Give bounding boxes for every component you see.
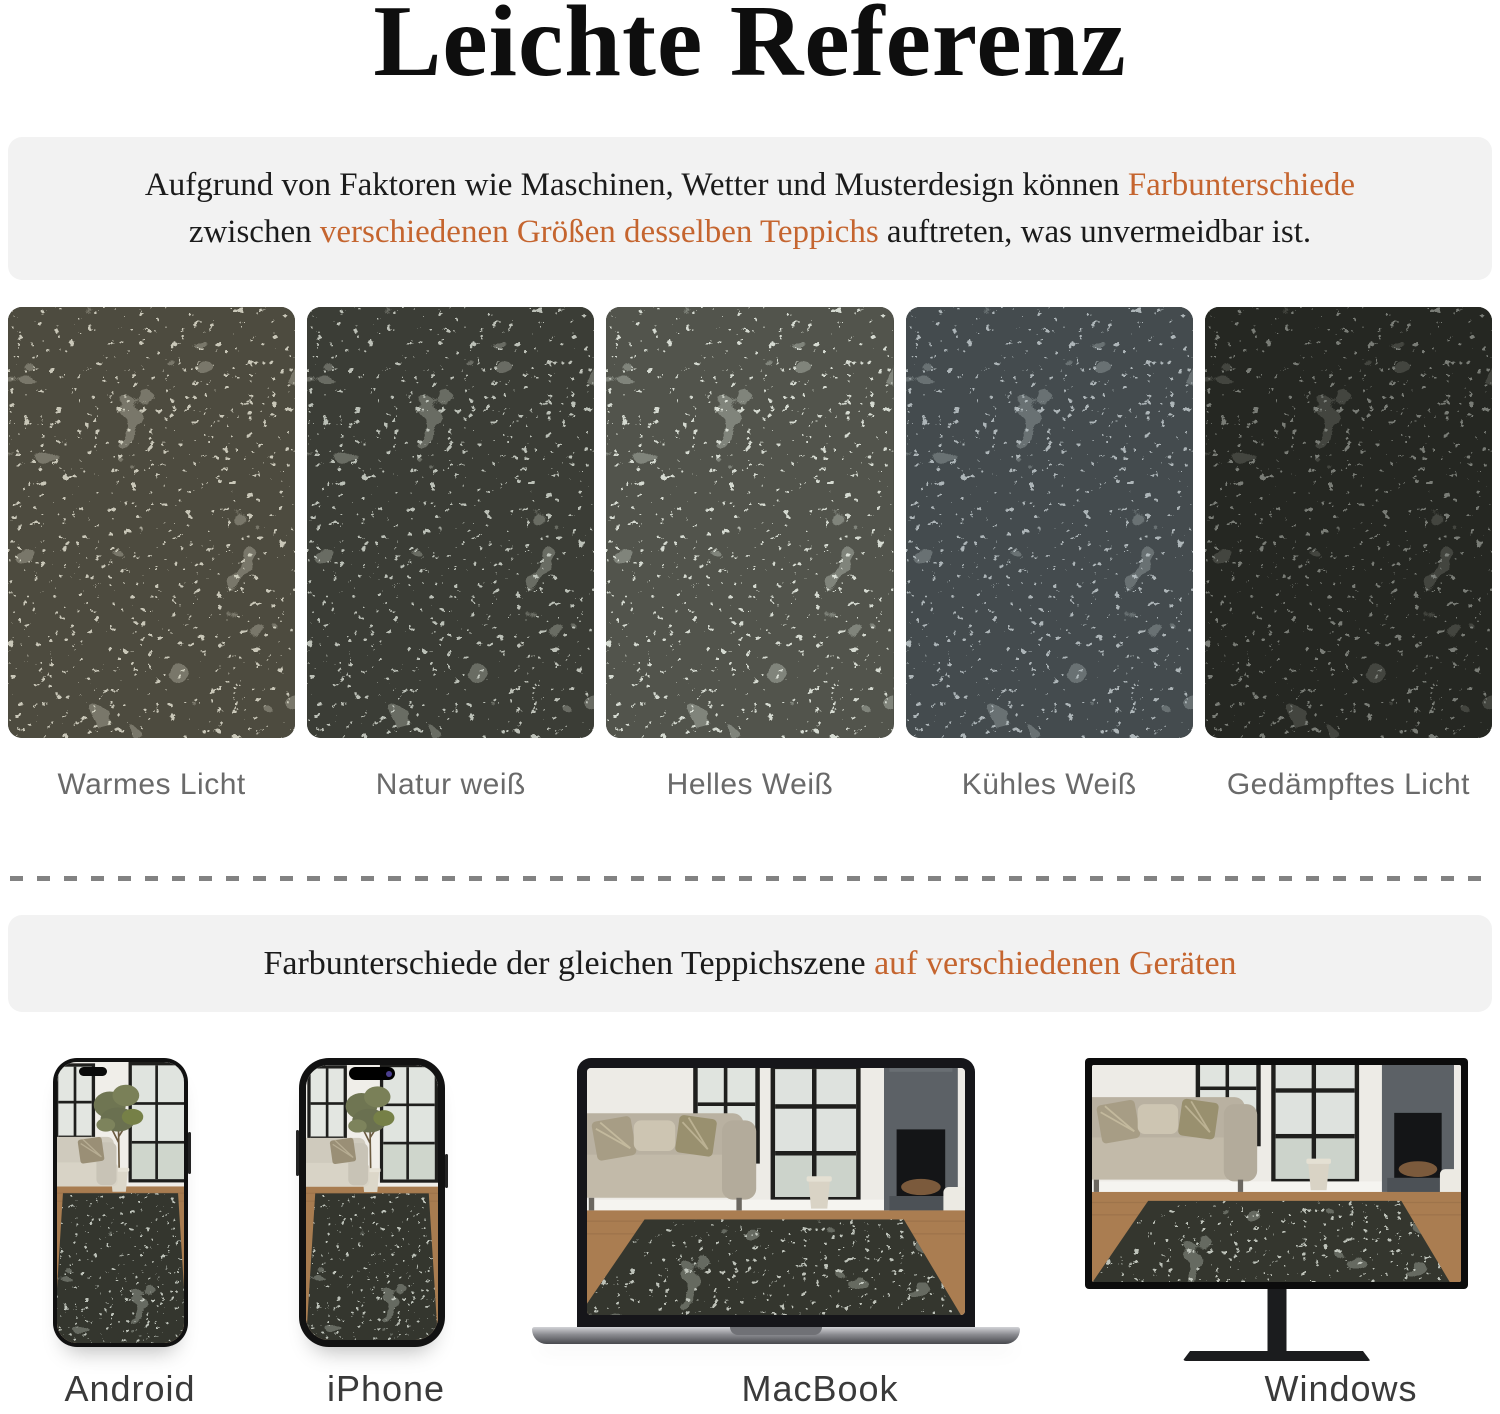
device-label-android: Android <box>64 1368 196 1409</box>
note-text-segment: Farbunterschiede der gleichen Teppichszene <box>263 945 875 982</box>
note-text-segment: auftreten, was unvermeidbar ist. <box>878 213 1312 250</box>
note-highlight: auf verschiedenen Geräten <box>874 945 1237 982</box>
macbook-display <box>577 1058 975 1327</box>
iphone-screen <box>306 1065 438 1340</box>
light-tint-overlay <box>906 307 1193 738</box>
windows-monitor <box>1085 1058 1468 1360</box>
light-tint-overlay <box>1205 307 1492 738</box>
macbook-screen <box>587 1068 965 1315</box>
rug-swatch-image <box>1205 307 1492 738</box>
swatch-label: Natur weiß <box>375 768 526 801</box>
device-label-iphone: iPhone <box>326 1368 446 1409</box>
rug-swatch-image <box>307 307 594 738</box>
swatch-label: Kühles Weiß <box>961 768 1137 801</box>
device-label-macbook: MacBook <box>741 1368 899 1409</box>
lighting-swatch-natural <box>307 307 594 802</box>
lighting-swatch-dim <box>1205 307 1492 802</box>
swatch-label: Helles Weiß <box>666 768 834 801</box>
dashed-divider <box>10 876 1490 881</box>
device-note-line <box>8 940 1492 987</box>
note-highlight: Farbunterschiede <box>1127 166 1356 203</box>
dynamic-island-icon <box>349 1067 395 1080</box>
camera-dot-icon <box>386 1071 392 1077</box>
page-title: Leichte Referenz <box>373 0 1127 98</box>
room-scene <box>57 1062 184 1343</box>
monitor-stand-base <box>1183 1351 1371 1361</box>
lighting-swatch-cool <box>906 307 1193 802</box>
room-scene <box>587 1068 965 1315</box>
note-highlight: verschiedenen Größen desselben Teppichs <box>319 213 879 250</box>
monitor-stand-post <box>1267 1289 1286 1353</box>
rug-swatch-image <box>8 307 295 738</box>
iphone <box>299 1058 445 1347</box>
note-text-segment: Aufgrund von Faktoren wie Maschinen, Wetter und Musterdesign können <box>144 166 1128 203</box>
camera-cutout-icon <box>79 1067 107 1076</box>
note-line-2 <box>8 209 1492 256</box>
rug-swatch-image <box>906 307 1193 738</box>
rug-swatch-image <box>606 307 893 738</box>
note-text-segment: zwischen <box>188 213 320 250</box>
device-label-windows: Windows <box>1264 1368 1418 1409</box>
monitor-display <box>1085 1058 1468 1289</box>
color-difference-note <box>8 137 1492 280</box>
macbook-base <box>532 1327 1020 1344</box>
android-screen <box>57 1062 184 1343</box>
android-phone <box>53 1058 188 1347</box>
swatch-label: Gedämpftes Licht <box>1226 768 1470 801</box>
note-line-1 <box>8 162 1492 209</box>
room-scene <box>1092 1065 1461 1282</box>
lighting-swatch-bright <box>606 307 893 802</box>
device-comparison-note <box>8 915 1492 1012</box>
macbook-notch <box>730 1327 822 1335</box>
light-tint-overlay <box>8 307 295 738</box>
lighting-swatch-warm <box>8 307 295 802</box>
macbook-laptop <box>532 1058 1020 1346</box>
light-tint-overlay <box>606 307 893 738</box>
room-scene <box>306 1065 438 1340</box>
monitor-screen <box>1092 1065 1461 1282</box>
lighting-comparison-row <box>8 307 1492 802</box>
swatch-label: Warmes Licht <box>57 768 246 801</box>
light-tint-overlay <box>307 307 594 738</box>
